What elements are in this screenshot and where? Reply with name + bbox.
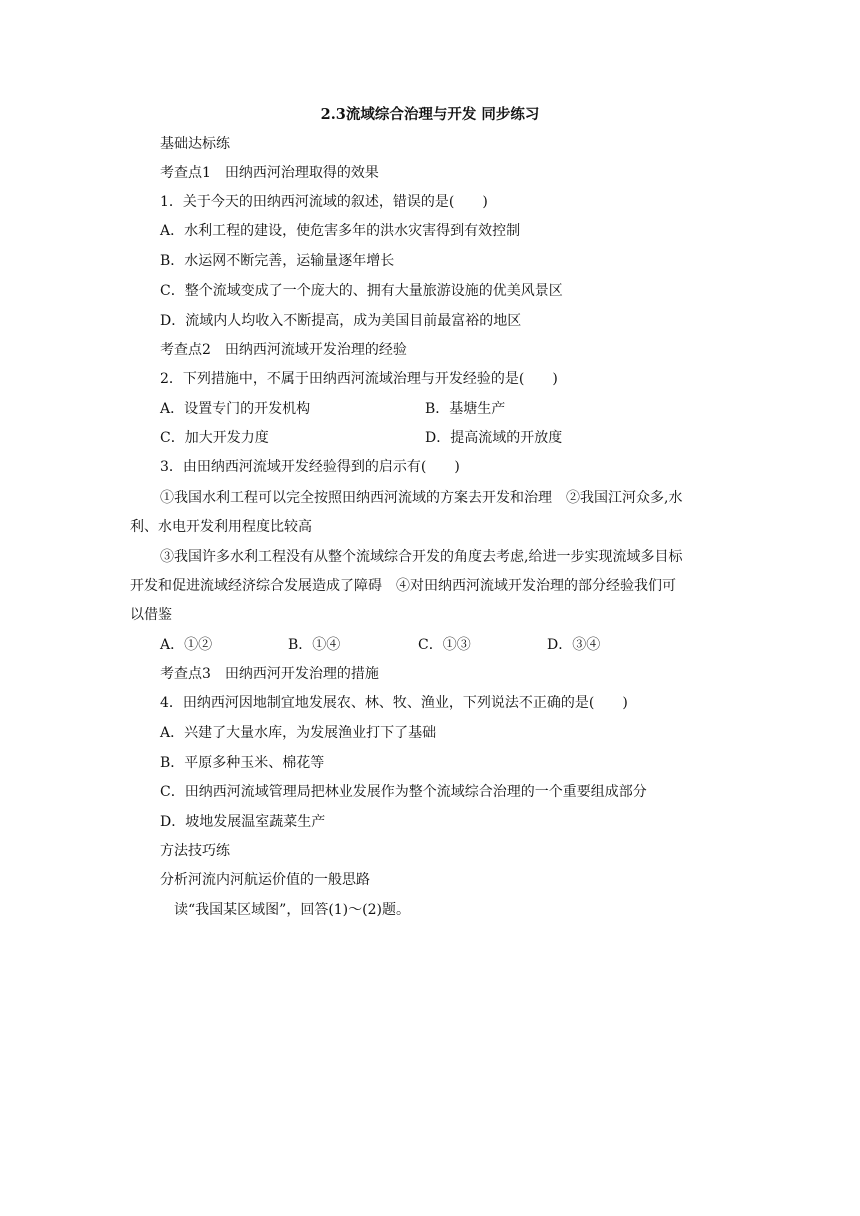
question-4-stem: 4．田纳西河因地制宜地发展农、林、牧、渔业，下列说法不正确的是( ) xyxy=(160,695,628,711)
question-1-option-c: C．整个流域变成了一个庞大的、拥有大量旅游设施的优美风景区 xyxy=(160,283,563,299)
question-3-option-c: C．①③ xyxy=(418,637,471,653)
question-3-statement-line-4: 开发和促进流域经济综合发展造成了障碍 ④对田纳西河流域开发治理的部分经验我们可 xyxy=(130,578,676,594)
question-3-statement-line-2: 利、水电开发利用程度比较高 xyxy=(130,519,312,535)
knowledge-point-3: 考查点3 田纳西河开发治理的措施 xyxy=(160,666,379,682)
document-title: 2.3流域综合治理与开发 同步练习 xyxy=(320,106,540,123)
question-2-option-a: A．设置专门的开发机构 xyxy=(160,401,311,417)
question-4-option-b: B．平原多种玉米、棉花等 xyxy=(160,755,325,771)
question-3-statement-line-5: 以借鉴 xyxy=(130,607,172,623)
question-2-option-d: D．提高流域的开放度 xyxy=(425,430,563,446)
question-3-statement-line-3: ③我国许多水利工程没有从整个流域综合开发的角度去考虑,给进一步实现流域多目标 xyxy=(160,549,683,565)
question-2-option-c: C．加大开发力度 xyxy=(160,430,269,446)
question-3-option-b: B．①④ xyxy=(288,637,341,653)
question-4-option-d: D．坡地发展温室蔬菜生产 xyxy=(160,814,326,830)
section-heading-basic: 基础达标练 xyxy=(160,136,230,152)
question-4-option-a: A．兴建了大量水库，为发展渔业打下了基础 xyxy=(160,725,437,741)
question-3-stem: 3．由田纳西河流域开发经验得到的启示有( ) xyxy=(160,459,460,475)
question-1-stem: 1．关于今天的田纳西河流域的叙述，错误的是( ) xyxy=(160,194,488,210)
question-2-option-b: B．基塘生产 xyxy=(425,401,506,417)
question-3-option-a: A．①② xyxy=(160,637,213,653)
read-map-prompt: 读“我国某区域图”，回答(1)～(2)题。 xyxy=(174,902,410,918)
knowledge-point-2: 考查点2 田纳西河流域开发治理的经验 xyxy=(160,342,407,358)
knowledge-point-1: 考查点1 田纳西河治理取得的效果 xyxy=(160,165,379,181)
question-1-option-a: A．水利工程的建设，使危害多年的洪水灾害得到有效控制 xyxy=(160,223,521,239)
question-4-option-c: C．田纳西河流域管理局把林业发展作为整个流域综合治理的一个重要组成部分 xyxy=(160,784,647,800)
question-3-statement-line-1: ①我国水利工程可以完全按照田纳西河流域的方案去开发和治理 ②我国江河众多,水 xyxy=(160,490,683,506)
question-1-option-d: D．流域内人均收入不断提高，成为美国目前最富裕的地区 xyxy=(160,313,522,329)
question-2-stem: 2．下列措施中，不属于田纳西河流域治理与开发经验的是( ) xyxy=(160,371,558,387)
section-heading-method: 方法技巧练 xyxy=(160,843,230,859)
question-1-option-b: B．水运网不断完善，运输量逐年增长 xyxy=(160,253,395,269)
method-topic: 分析河流内河航运价值的一般思路 xyxy=(160,872,370,888)
question-3-option-d: D．③④ xyxy=(547,637,601,653)
